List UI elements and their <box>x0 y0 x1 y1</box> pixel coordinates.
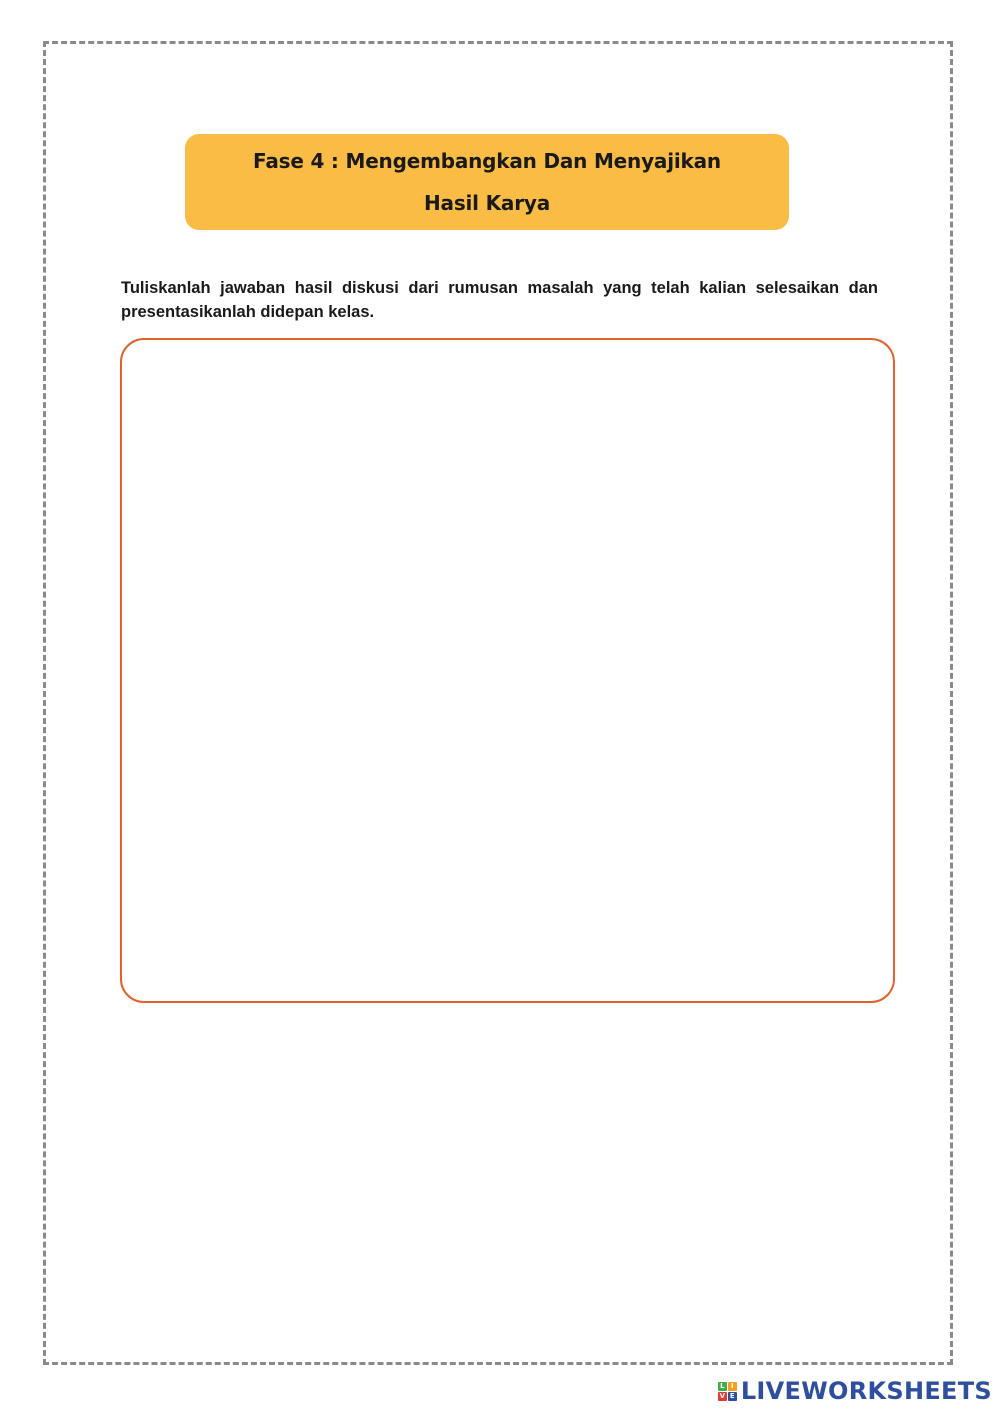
logo-letter-l: L <box>718 1382 727 1391</box>
answer-box[interactable] <box>120 338 895 1003</box>
banner-title-line2: Hasil Karya <box>423 191 550 215</box>
answer-textarea[interactable] <box>122 340 893 1001</box>
brand-name: LIVEWORKSHEETS <box>740 1377 992 1405</box>
instruction-text: Tuliskanlah jawaban hasil diskusi dari rumusan masalah yang telah kalian selesaikan dan presentasikanlah didepan kelas. <box>121 279 878 321</box>
logo-letter-v: V <box>719 1391 726 1400</box>
liveworksheets-brand[interactable] <box>718 1377 992 1405</box>
logo-letter-e: E <box>728 1392 737 1401</box>
liveworksheets-logo-icon <box>718 1382 737 1401</box>
phase-banner <box>185 134 789 230</box>
banner-title-line1: Fase 4 : Mengembangkan Dan Menyajikan <box>253 149 721 173</box>
logo-letter-i: I <box>728 1382 737 1391</box>
